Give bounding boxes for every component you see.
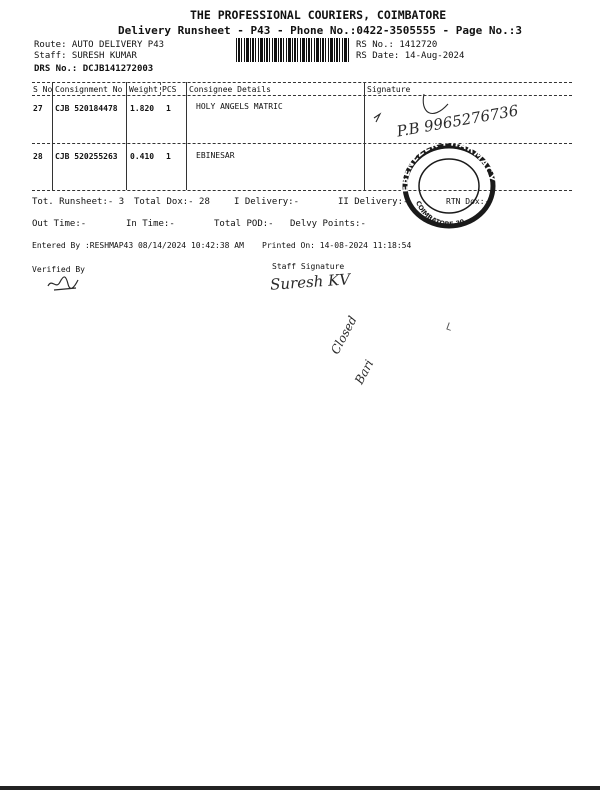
rs-number: RS No.: 1412720: [356, 40, 438, 50]
signature-scribble-icon: [372, 92, 452, 132]
row-consignee: HOLY ANGELS MATRIC: [196, 102, 283, 111]
col-header-signature: Signature: [367, 85, 411, 94]
side-pencil-mark: L: [444, 321, 454, 334]
printed-on: Printed On: 14-08-2024 11:18:54: [262, 241, 412, 250]
drs-number: DRS No.: DCJB141272003: [34, 64, 154, 74]
pharmacy-stamp-icon: [394, 137, 504, 230]
col-divider: [126, 82, 127, 190]
staff-label: Staff: SURESH KUMAR: [34, 51, 137, 61]
svg-text:COIMBATORE-30: [414, 200, 466, 229]
col-header-consignee: Consignee Details: [189, 85, 271, 94]
col-divider: [52, 82, 53, 190]
verified-by-label: Verified By: [32, 265, 85, 274]
total-pod: Total POD:-: [214, 219, 274, 229]
col-header-weight: Weight: [129, 85, 158, 94]
row-pcs: 1: [166, 104, 171, 113]
col-divider: [364, 82, 365, 190]
stamp-top-text: EBENEZER PHARMACY: [399, 137, 497, 193]
table-header-rule: [32, 95, 572, 96]
verified-signature-icon: [46, 272, 86, 294]
scan-edge: [0, 786, 600, 790]
staff-signature-label: Staff Signature: [272, 262, 345, 271]
route-label: Route: AUTO DELIVERY P43: [34, 40, 165, 50]
row-weight: 1.820: [130, 104, 155, 113]
table-top-rule: [32, 82, 572, 83]
staff-signature: Suresh KV: [269, 270, 351, 294]
rtn-dox: RTN Dox:-: [446, 197, 490, 206]
row-sno: 27: [33, 104, 43, 113]
out-time: Out Time:-: [32, 219, 87, 229]
col-divider: [160, 82, 161, 95]
row-pcs: 1: [166, 152, 171, 161]
delvy-points: Delvy Points:-: [290, 219, 366, 229]
stamp-bottom-text: COIMBATORE-30: [414, 199, 466, 229]
barcode: [236, 38, 350, 62]
svg-text:EBENEZER PHARMACY: [399, 137, 496, 192]
col-header-consignment: Consignment No: [55, 85, 123, 94]
entered-by: Entered By :RESHMAP43 08/14/2024 10:42:38 AM: [32, 241, 244, 250]
col-header-pcs: PCS: [162, 85, 177, 94]
row-consignee: EBINESAR: [196, 151, 235, 160]
rs-date: RS Date: 14-Aug-2024: [356, 51, 465, 61]
row-sno: 28: [33, 152, 43, 161]
row27-handwritten-note: P.B 9965276736: [395, 101, 520, 141]
in-time: In Time:-: [126, 219, 175, 229]
ii-delivery: II Delivery:-: [338, 197, 409, 207]
i-delivery: I Delivery:-: [234, 197, 300, 207]
row-consignment: CJB 520184478: [55, 104, 118, 113]
row-weight: 0.410: [130, 152, 155, 161]
company-title: THE PROFESSIONAL COURIERS, COIMBATORE: [190, 8, 447, 22]
closed-handwritten-note-2: Bari: [352, 357, 377, 387]
tot-runsheet: Tot. Runsheet:- 3: [32, 197, 125, 207]
total-dox: Total Dox:- 28: [134, 197, 210, 207]
row-consignment: CJB 520255263: [55, 152, 118, 161]
runsheet-title: Delivery Runsheet - P43 - Phone No.:0422-3505555 - Page No.:3: [118, 24, 522, 37]
col-divider: [186, 82, 187, 190]
closed-handwritten-note: Closed: [328, 313, 360, 357]
col-header-sno: S No: [33, 85, 53, 94]
